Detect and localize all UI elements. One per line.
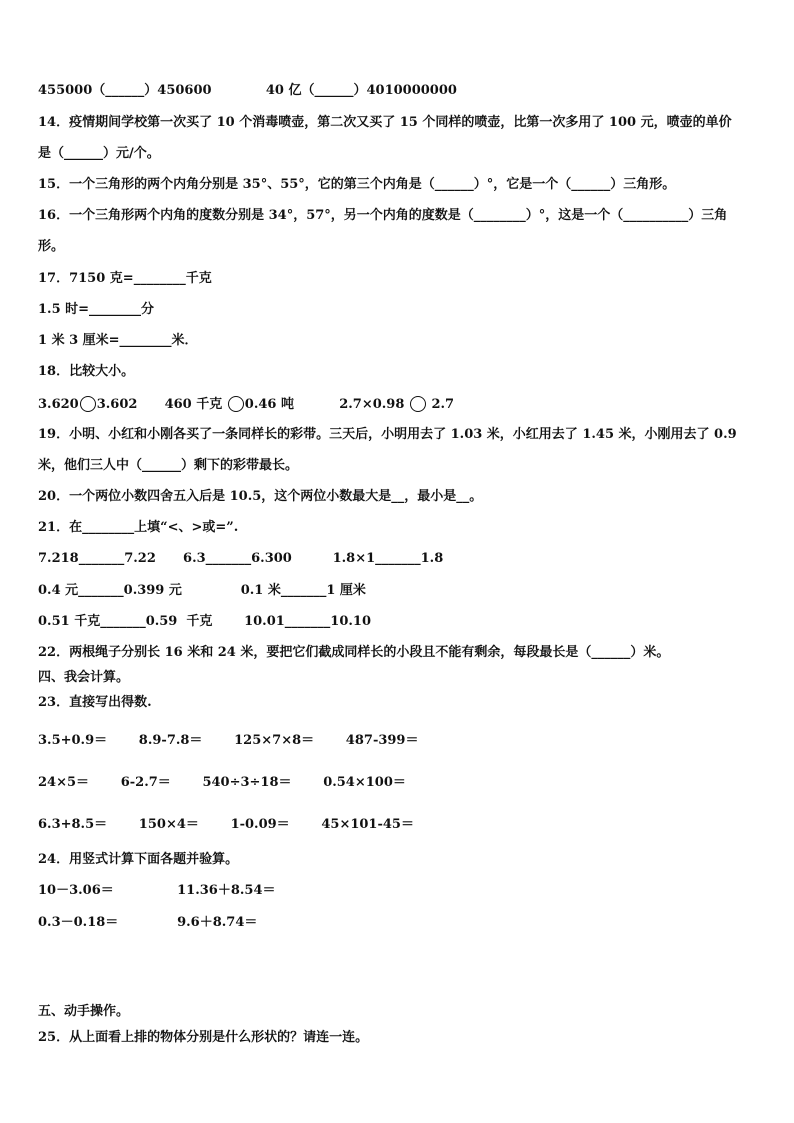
question-18-compare-row <box>38 396 454 413</box>
question-17-line-1: 17．7150 克=________千克 <box>38 271 212 286</box>
question-23-row-1: 3.5+0.9＝ 8.9-7.8＝ 125×7×8＝ 487-399＝ <box>38 733 419 748</box>
compare-circle-2[interactable] <box>228 396 244 412</box>
question-19-line-1: 19．小明、小红和小刚各买了一条同样长的彩带。三天后，小明用去了 1.03 米，小红用去了 1.45 米，小刚用去了 0.9 <box>38 427 737 442</box>
q18-value-1: 3.620 <box>38 397 79 412</box>
question-22: 22．两根绳子分别长 16 米和 24 米，要把它们截成同样长的小段且不能有剩余，每段最长是（______）米。 <box>38 645 670 660</box>
question-19-line-2: 米，他们三人中（______）剩下的彩带最长。 <box>38 458 299 473</box>
question-23-row-3: 6.3+8.5＝ 150×4＝ 1-0.09＝ 45×101-45＝ <box>38 817 414 832</box>
question-23-row-2: 24×5＝ 6-2.7＝ 540÷3÷18＝ 0.54×100＝ <box>38 775 406 790</box>
question-16-line-2: 形。 <box>38 239 65 254</box>
q18-value-2: 3.602 460 千克 <box>96 397 227 412</box>
question-21-row-1: 7.218_______7.22 6.3_______6.300 1.8×1_______1.8 <box>38 551 444 566</box>
question-16-line-1: 16．一个三角形两个内角的度数分别是 34°，57°，另一个内角的度数是（________）°，这是一个（__________）三角 <box>38 208 728 223</box>
question-20: 20．一个两位小数四舍五入后是 10.5，这个两位小数最大是__，最小是__。 <box>38 489 483 504</box>
question-21: 21．在________上填“<、>或=”. <box>38 520 239 535</box>
q18-value-3: 0.46 吨 2.7×0.98 <box>244 397 409 412</box>
question-14-line-1: 14．疫情期间学校第一次买了 10 个消毒喷壶，第二次又买了 15 个同样的喷壶，比第一次多用了 100 元，喷壶的单价 <box>38 115 732 130</box>
question-24: 24．用竖式计算下面各题并验算。 <box>38 852 239 867</box>
question-17-line-2: 1.5 时=________分 <box>38 302 155 317</box>
compare-circle-1[interactable] <box>80 396 96 412</box>
question-25: 25．从上面看上排的物体分别是什么形状的？请连一连。 <box>38 1030 369 1045</box>
question-24-row-2: 0.3－0.18＝ 9.6＋8.74＝ <box>38 915 258 930</box>
question-24-row-1: 10－3.06＝ 11.36＋8.54＝ <box>38 883 276 898</box>
section-4-heading: 四、我会计算。 <box>38 670 130 685</box>
question-18: 18．比较大小。 <box>38 364 135 379</box>
question-21-row-2: 0.4 元_______0.399 元 0.1 米_______1 厘米 <box>38 583 366 598</box>
question-17-line-3: 1 米 3 厘米=________米． <box>38 333 198 348</box>
question-15: 15．一个三角形的两个内角分别是 35°、55°，它的第三个内角是（______）°，它是一个（______）三角形。 <box>38 177 676 192</box>
q18-value-4: 2.7 <box>426 397 455 412</box>
question-14-line-2: 是（______）元/个。 <box>38 146 160 161</box>
section-5-heading: 五、动手操作。 <box>38 1004 130 1019</box>
question-23: 23．直接写出得数. <box>38 695 152 710</box>
q13-compare-line: 455000（______）450600 40 亿（______）4010000000 <box>38 83 457 98</box>
compare-circle-3[interactable] <box>410 396 426 412</box>
question-21-row-3: 0.51 千克_______0.59 千克 10.01_______10.10 <box>38 614 371 629</box>
